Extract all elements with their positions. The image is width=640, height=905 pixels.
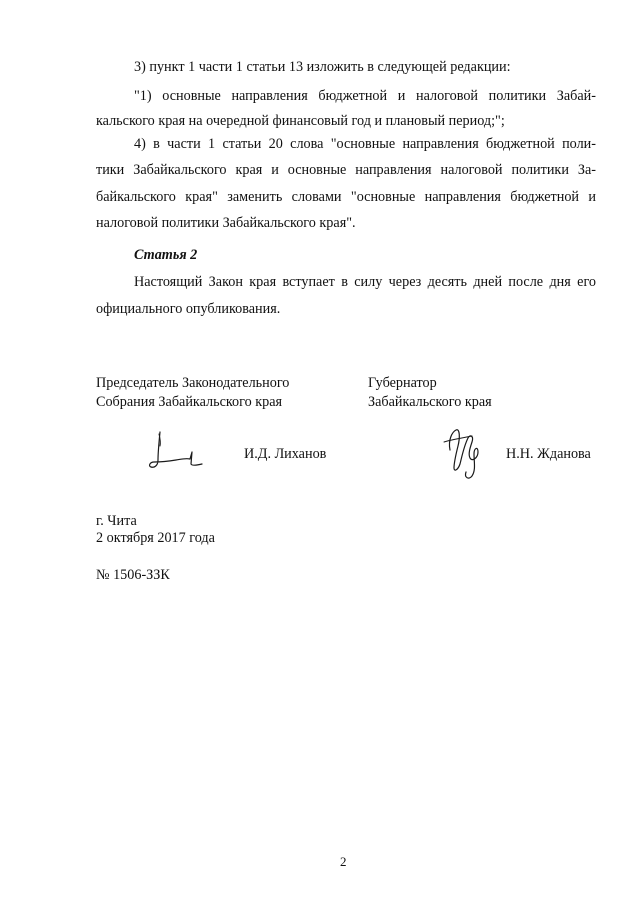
item-4-line-2: тики Забайкальского края и основные направления налоговой политики За- (96, 162, 596, 178)
quoted-item-line-1: "1) основные направления бюджетной и налоговой политики Забай- (134, 88, 596, 104)
article-2-body-line-1: Настоящий Закон края вступает в силу через десять дней после дня его (134, 274, 596, 290)
left-signatory-name: И.Д. Лиханов (244, 446, 327, 462)
quoted-item-line-2: кальского края на очередной финансовый год и плановый период;"; (96, 113, 505, 129)
item-4-line-1: 4) в части 1 статьи 20 слова "основные направления бюджетной поли- (134, 136, 596, 152)
left-handwritten-signature (146, 428, 208, 474)
right-signatory-title-line-1: Губернатор (368, 375, 437, 391)
left-signatory-title-line-1: Председатель Законодательного (96, 375, 290, 391)
article-2-heading: Статья 2 (134, 247, 198, 263)
item-4-line-3: байкальского края" заменить словами "основные направления бюджетной и (96, 189, 596, 205)
signing-date: 2 октября 2017 года (96, 530, 215, 546)
law-number: № 1506-ЗЗК (96, 567, 170, 583)
item-4-line-4: налоговой политики Забайкальского края". (96, 215, 356, 231)
item-3-text: 3) пункт 1 части 1 статьи 13 изложить в следующей редакции: (134, 59, 511, 75)
city: г. Чита (96, 513, 137, 529)
article-2-body-line-2: официального опубликования. (96, 301, 281, 317)
right-signatory-title-line-2: Забайкальского края (368, 394, 492, 410)
right-signatory-name: Н.Н. Жданова (506, 446, 591, 462)
right-handwritten-signature (440, 424, 490, 482)
page-number: 2 (340, 854, 347, 869)
left-signatory-title-line-2: Собрания Забайкальского края (96, 394, 283, 410)
